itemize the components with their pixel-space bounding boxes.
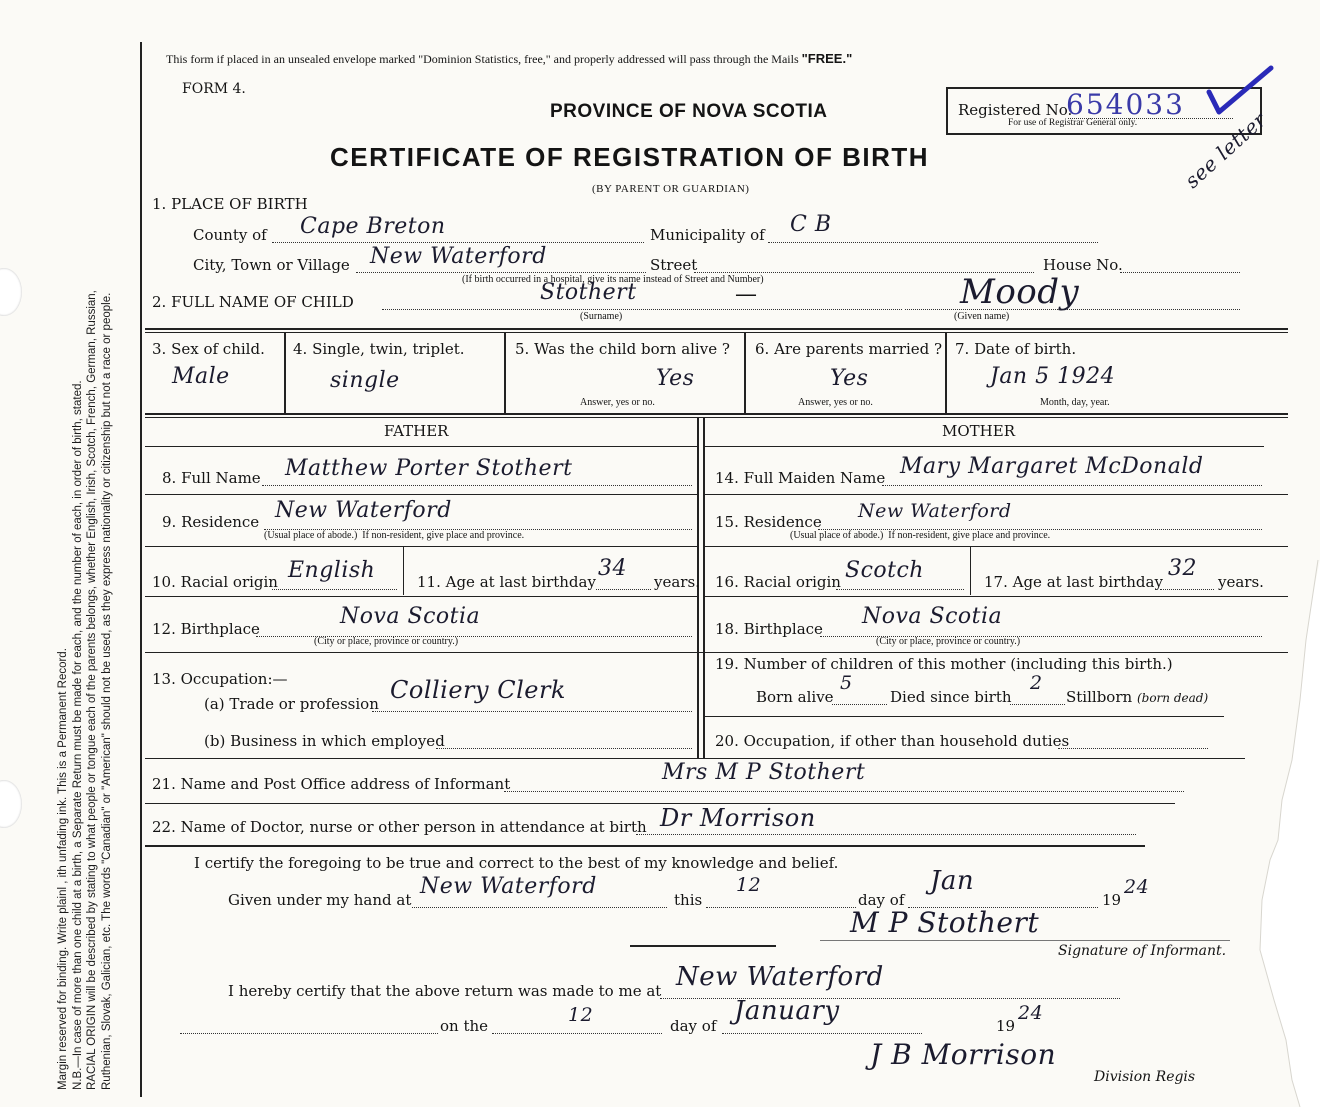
municipality-value: C B xyxy=(790,212,832,237)
row3-divider-4 xyxy=(945,333,947,413)
father-row-rule-1 xyxy=(145,494,697,495)
father-racial-value: English xyxy=(288,558,376,583)
margin-line-1: Margin reserved for binding. Write plainl , ith unfading ink. This is a Permanent Record. xyxy=(57,648,69,1090)
margin-instructions xyxy=(56,40,114,1090)
mother-name-label: 14. Full Maiden Name xyxy=(715,469,886,487)
registrar-statement: I hereby certify that the above return was made to me at xyxy=(228,982,662,1000)
margin-rule xyxy=(140,42,142,1097)
doctor-line xyxy=(636,834,1136,835)
mother-racial-divider xyxy=(970,547,971,595)
informant-line xyxy=(504,791,1184,792)
single-twin-value: single xyxy=(330,368,400,393)
parents-married-caption: Answer, yes or no. xyxy=(798,397,873,408)
registrar-on-the-label: on the xyxy=(440,1017,489,1035)
mother-birthplace-label: 18. Birthplace xyxy=(715,620,823,638)
registrar-day-of-label: day of xyxy=(670,1017,717,1035)
doctor-label: 22. Name of Doctor, nurse or other person in attendance at birth xyxy=(152,818,647,836)
trade-value: Colliery Clerk xyxy=(390,676,566,704)
given-under-hand-label: Given under my hand at xyxy=(228,891,412,909)
given-day-of-label: day of xyxy=(858,891,905,909)
sex-value: Male xyxy=(172,364,230,389)
mother-age-label: 17. Age at last birthday xyxy=(984,573,1163,591)
mother-residence-label: 15. Residence xyxy=(715,513,822,531)
given-place-value: New Waterford xyxy=(420,874,597,899)
sex-label: 3. Sex of child. xyxy=(152,340,265,358)
mother-racial-label: 16. Racial origin xyxy=(715,573,841,591)
mother-residence-value: New Waterford xyxy=(858,500,1012,522)
registrar-left-line xyxy=(180,1033,438,1034)
form-number: FORM 4. xyxy=(182,81,246,97)
municipality-line xyxy=(768,242,1098,243)
date-of-birth-caption: Month, day, year. xyxy=(1040,397,1110,408)
given-month-value: Jan xyxy=(930,866,975,896)
informant-value: Mrs M P Stothert xyxy=(662,760,866,785)
row3-divider-1 xyxy=(284,333,286,413)
died-since-birth-label: Died since birth xyxy=(890,688,1012,706)
given-day-value: 12 xyxy=(736,874,762,896)
mail-notice: This form if placed in an unsealed envelope marked "Dominion Statistics, free," and properly addressed will pass through the Mails "FREE." xyxy=(166,51,853,66)
city-line xyxy=(356,272,646,273)
street-label: Street xyxy=(650,256,698,274)
born-alive-question-label: 5. Was the child born alive ? xyxy=(515,340,730,358)
registrar-signature-label: Division Regis xyxy=(1094,1069,1196,1085)
place-of-birth-label: 1. PLACE OF BIRTH xyxy=(152,195,308,213)
father-birthplace-label: 12. Birthplace xyxy=(152,620,260,638)
binding-hole-top xyxy=(0,268,22,316)
father-birthplace-value: Nova Scotia xyxy=(340,604,481,629)
born-alive-count-line xyxy=(832,704,887,705)
parents-bottom-rule xyxy=(145,758,1245,759)
child-name-label: 2. FULL NAME OF CHILD xyxy=(152,293,354,311)
single-twin-label: 4. Single, twin, triplet. xyxy=(293,340,465,358)
hospital-note: (If birth occurred in a hospital, give its name instead of Street and Number) xyxy=(462,274,764,285)
father-row-rule-2 xyxy=(145,546,697,547)
father-residence-label: 9. Residence xyxy=(162,513,260,531)
row3-bottom-rule xyxy=(145,413,1288,415)
informant-signature-label: Signature of Informant. xyxy=(1058,943,1227,959)
mother-years-label: years. xyxy=(1218,573,1264,591)
father-racial-line xyxy=(272,589,397,590)
certification-divider xyxy=(630,945,776,947)
row3-divider-2 xyxy=(504,333,506,413)
checkmark-icon xyxy=(1205,62,1275,117)
child-surname-value: Stothert xyxy=(540,280,637,305)
registrar-year-value: 24 xyxy=(1018,1002,1044,1024)
row3-top-rule-b xyxy=(145,332,1288,333)
parents-center-rule-b xyxy=(703,418,705,758)
mother-row-rule-4 xyxy=(704,716,1224,717)
doctor-value: Dr Morrison xyxy=(660,804,816,832)
father-age-line xyxy=(596,589,651,590)
stillborn-label: Stillborn (born dead) xyxy=(1066,688,1209,706)
registered-number-value: 654033 xyxy=(1066,88,1185,121)
row3-divider-3 xyxy=(744,333,746,413)
mother-racial-line xyxy=(836,589,964,590)
heading-rule-left xyxy=(145,446,697,447)
father-residence-caption: (Usual place of abode.) If non-resident, give place and province. xyxy=(264,530,525,541)
born-alive-count-value: 5 xyxy=(840,672,853,694)
row3-top-rule xyxy=(145,328,1288,330)
mother-row-rule-1 xyxy=(704,494,1288,495)
province-heading: PROVINCE OF NOVA SCOTIA xyxy=(550,101,828,122)
city-value: New Waterford xyxy=(370,244,547,269)
father-age-label: 11. Age at last birthday xyxy=(417,573,596,591)
father-heading: FATHER xyxy=(384,422,449,440)
doctor-rule xyxy=(145,845,1145,847)
house-number-line xyxy=(1120,272,1240,273)
mother-residence-caption: (Usual place of abode.) If non-resident, give place and province. xyxy=(790,530,1051,541)
given-place-line xyxy=(412,907,667,908)
father-racial-label: 10. Racial origin xyxy=(152,573,278,591)
child-surname-line xyxy=(382,309,902,310)
mother-row-rule-2 xyxy=(704,546,1288,547)
date-of-birth-label: 7. Date of birth. xyxy=(955,340,1077,358)
municipality-label: Municipality of xyxy=(650,226,765,244)
father-racial-divider xyxy=(403,547,404,595)
born-alive-question-value: Yes xyxy=(656,366,695,391)
registrar-use-note: For use of Registrar General only. xyxy=(1008,118,1138,128)
mother-racial-value: Scotch xyxy=(845,558,924,583)
mother-age-line xyxy=(1160,589,1214,590)
city-label: City, Town or Village xyxy=(193,256,350,274)
mother-birthplace-value: Nova Scotia xyxy=(862,604,1003,629)
parents-married-label: 6. Are parents married ? xyxy=(755,340,943,358)
born-alive-count-label: Born alive xyxy=(756,688,834,706)
informant-signature-line xyxy=(820,940,1230,941)
this-label: this xyxy=(674,891,703,909)
binding-hole-bottom xyxy=(0,780,22,828)
registrar-place-line xyxy=(660,998,1120,999)
house-number-label: House No. xyxy=(1043,256,1123,274)
registrar-day-line xyxy=(492,1033,662,1034)
registrar-year-prefix: 19 xyxy=(996,1017,1016,1035)
father-name-label: 8. Full Name xyxy=(162,469,261,487)
registrar-day-value: 12 xyxy=(568,1004,594,1026)
mother-heading: MOTHER xyxy=(942,422,1015,440)
born-alive-caption: Answer, yes or no. xyxy=(580,397,655,408)
registrar-place-value: New Waterford xyxy=(676,962,884,992)
father-age-value: 34 xyxy=(598,556,627,581)
parents-married-value: Yes xyxy=(830,366,869,391)
free-label: "FREE." xyxy=(801,51,853,66)
trade-label: (a) Trade or profession xyxy=(204,695,379,713)
died-since-birth-value: 2 xyxy=(1030,672,1043,694)
mother-age-value: 32 xyxy=(1168,556,1197,581)
registrar-signature: J B Morrison xyxy=(870,1038,1057,1071)
registrar-month-value: January xyxy=(734,996,840,1026)
mother-name-value: Mary Margaret McDonald xyxy=(900,454,1204,479)
given-year-value: 24 xyxy=(1124,876,1150,898)
heading-rule-right xyxy=(704,446,1264,447)
margin-note-see-letter: see letter xyxy=(1180,107,1272,193)
father-name-value: Matthew Porter Stothert xyxy=(285,456,573,481)
given-year-prefix: 19 xyxy=(1102,891,1122,909)
registered-label: Registered No. xyxy=(958,101,1073,119)
father-row-rule-3 xyxy=(145,596,697,597)
father-row-rule-4 xyxy=(145,652,1288,653)
given-name-caption: (Given name) xyxy=(954,311,1010,322)
child-given-value: Moody xyxy=(960,272,1080,312)
father-name-line xyxy=(262,485,692,486)
surname-caption: (Surname) xyxy=(580,311,623,322)
business-label: (b) Business in which employed xyxy=(204,732,445,750)
mother-occupation-line xyxy=(1058,748,1208,749)
certificate-subtitle: (BY PARENT OR GUARDIAN) xyxy=(592,183,750,195)
died-since-birth-line xyxy=(1010,704,1065,705)
business-line xyxy=(436,748,692,749)
given-day-line xyxy=(706,907,856,908)
margin-line-2: N.B.—In case of more than one child at a birth, a Separate Return must be made for each, and the number of each, in order of birth, stated. xyxy=(71,380,84,1090)
trade-line xyxy=(372,711,692,712)
father-years-label: years. xyxy=(654,573,700,591)
mother-row-rule-3 xyxy=(704,596,1288,597)
row3-bottom-rule-b xyxy=(145,417,1288,418)
mother-name-line xyxy=(882,485,1262,486)
children-count-label: 19. Number of children of this mother (including this birth.) xyxy=(715,655,1173,673)
mother-birthplace-caption: (City or place, province or country.) xyxy=(876,636,1021,647)
county-value: Cape Breton xyxy=(300,214,446,239)
county-line xyxy=(272,242,644,243)
county-label: County of xyxy=(193,226,267,244)
occupation-label: 13. Occupation:— xyxy=(152,670,288,688)
informant-label: 21. Name and Post Office address of Informant xyxy=(152,775,511,793)
father-residence-value: New Waterford xyxy=(275,498,452,523)
date-of-birth-value: Jan 5 1924 xyxy=(990,364,1116,389)
mother-occupation-label: 20. Occupation, if other than household duties xyxy=(715,732,1070,750)
registrar-month-line xyxy=(722,1033,922,1034)
father-birthplace-caption: (City or place, province or country.) xyxy=(314,636,459,647)
certification-statement: I certify the foregoing to be true and correct to the best of my knowledge and belief. xyxy=(194,854,839,872)
margin-line-3: RACIAL ORIGIN will be described by stating to what people or tongue each of the parents belongs, whether English, Irish, Scotch, French, German, Russian, xyxy=(86,290,98,1090)
informant-signature: M P Stothert xyxy=(850,906,1040,939)
surname-dash: — xyxy=(735,282,757,307)
margin-line-4: Ruthenian, Slovak, Galician, etc. The words "Canadian" or "American" should not be used, as they express nationality or citizenship but not a race or people. xyxy=(100,292,113,1090)
certificate-title: CERTIFICATE OF REGISTRATION OF BIRTH xyxy=(330,142,930,172)
